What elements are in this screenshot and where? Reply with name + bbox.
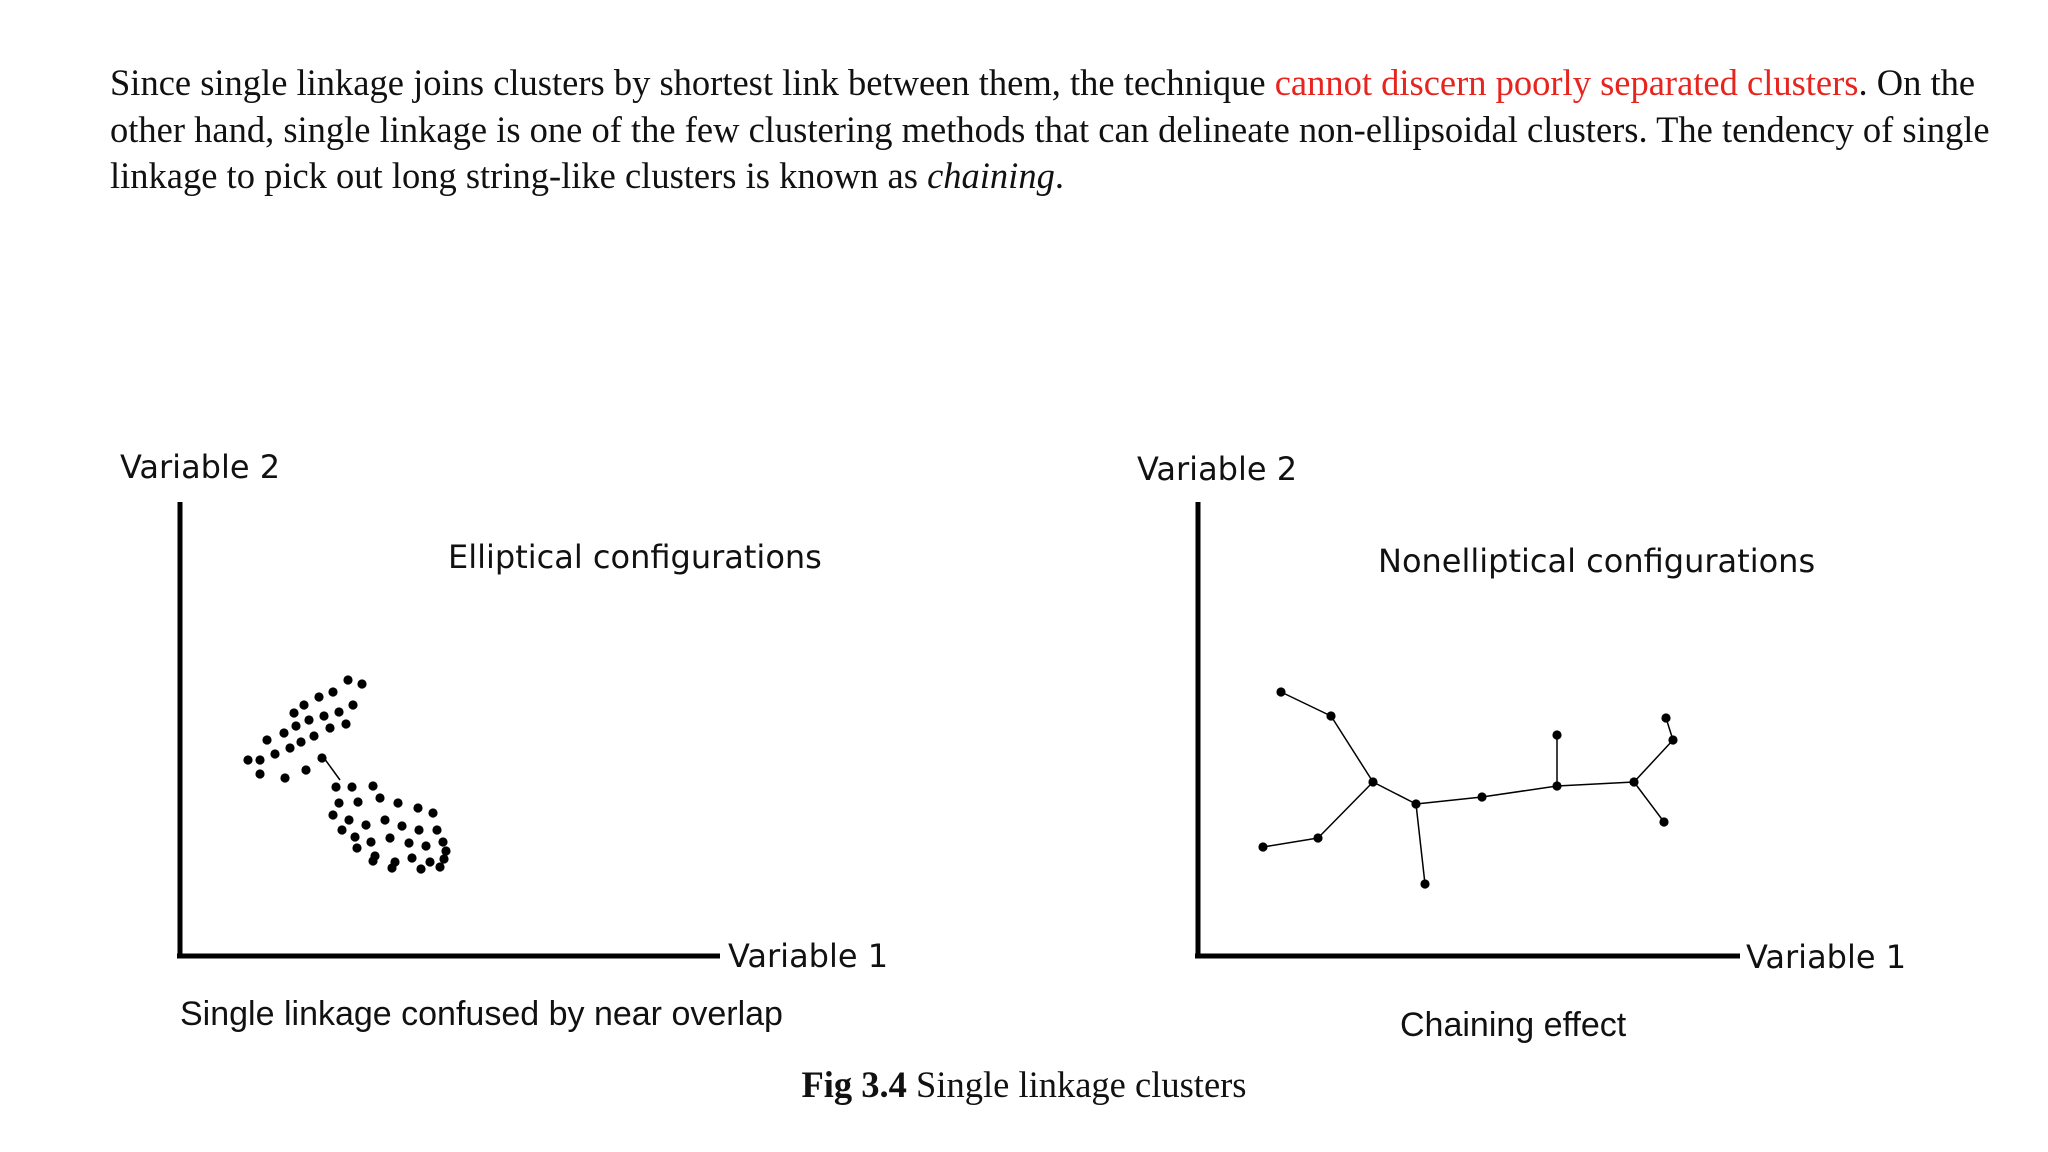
tree-node [1661, 713, 1670, 722]
scatter-point [414, 825, 423, 834]
scatter-point [407, 853, 416, 862]
scatter-point [341, 719, 350, 728]
tree-node [1659, 817, 1668, 826]
scatter-point [296, 737, 305, 746]
scatter-point [393, 798, 402, 807]
scatter-point [421, 841, 430, 850]
left-panel [120, 448, 888, 1033]
scatter-point [435, 862, 444, 871]
scatter-point [347, 782, 356, 791]
scatter-point [404, 838, 413, 847]
scatter-point [255, 755, 264, 764]
scatter-point [243, 755, 252, 764]
tree-edge [1331, 716, 1373, 782]
scatter-point [425, 857, 434, 866]
right-panel [1137, 450, 1906, 1044]
scatter-point [348, 700, 357, 709]
scatter-point [368, 856, 377, 865]
left-panel-caption: Single linkage confused by near overlap [180, 995, 783, 1033]
scatter-point [368, 781, 377, 790]
paragraph-italic-term: chaining [927, 155, 1055, 196]
scatter-point [343, 675, 352, 684]
right-x-axis-label: Variable 1 [1746, 938, 1907, 976]
left-x-axis-label: Variable 1 [728, 937, 889, 975]
scatter-point [432, 825, 441, 834]
left-panel-title: Elliptical configurations [448, 538, 822, 576]
tree-edge [1373, 782, 1416, 804]
scatter-point [289, 708, 298, 717]
scatter-point [262, 735, 271, 744]
tree-edge [1416, 797, 1482, 804]
paragraph-text-1: Since single linkage joins clusters by shortest link between them, the technique [110, 62, 1275, 103]
figure-caption [0, 1063, 2048, 1106]
tree-edge [1482, 786, 1557, 797]
scatter-point [428, 808, 437, 817]
right-panel-caption: Chaining effect [1400, 1006, 1627, 1044]
scatter-point [439, 854, 448, 863]
scatter-point [334, 707, 343, 716]
scatter-point [301, 765, 310, 774]
scatter-point [353, 797, 362, 806]
scatter-point [344, 815, 353, 824]
right-tree-nodes [1258, 687, 1677, 888]
tree-edge [1634, 740, 1673, 782]
tree-node [1276, 687, 1285, 696]
scatter-point [317, 753, 326, 762]
scatter-point [291, 721, 300, 730]
scatter-point [441, 846, 450, 855]
tree-node [1411, 799, 1420, 808]
paragraph-text-3: . [1054, 155, 1064, 196]
scatter-point [304, 715, 313, 724]
tree-edge [1557, 782, 1634, 786]
scatter-point [397, 821, 406, 830]
scatter-point [357, 679, 366, 688]
scatter-point [325, 723, 334, 732]
scatter-point [385, 833, 394, 842]
left-y-axis-label: Variable 2 [120, 448, 281, 486]
tree-edge [1416, 804, 1425, 884]
tree-node [1668, 735, 1677, 744]
tree-node [1368, 777, 1377, 786]
tree-node [1629, 777, 1638, 786]
figure-caption-text: Single linkage clusters [906, 1064, 1247, 1105]
tree-edge [1318, 782, 1373, 838]
scatter-point [337, 825, 346, 834]
scatter-point [375, 793, 384, 802]
scatter-point [285, 743, 294, 752]
tree-edge [1634, 782, 1664, 822]
scatter-point [380, 815, 389, 824]
scatter-point [331, 782, 340, 791]
tree-edge [1281, 692, 1331, 716]
figure-number: Fig 3.4 [801, 1064, 907, 1105]
scatter-point [270, 749, 279, 758]
tree-node [1258, 842, 1267, 851]
paragraph-highlight: cannot discern poorly separated clusters [1274, 62, 1859, 103]
tree-node [1552, 730, 1561, 739]
scatter-point [387, 863, 396, 872]
scatter-point [319, 711, 328, 720]
left-scatter-points [243, 675, 450, 873]
tree-node [1326, 711, 1335, 720]
tree-node [1420, 879, 1429, 888]
scatter-point [350, 832, 359, 841]
scatter-point [299, 700, 308, 709]
scatter-point [279, 728, 288, 737]
right-tree-edges [1263, 692, 1673, 884]
scatter-point [352, 843, 361, 852]
scatter-point [438, 837, 447, 846]
tree-node [1477, 792, 1486, 801]
tree-edge [1263, 838, 1318, 847]
scatter-point [255, 769, 264, 778]
scatter-point [314, 692, 323, 701]
scatter-point [309, 731, 318, 740]
scatter-point [361, 820, 370, 829]
tree-node [1552, 781, 1561, 790]
scatter-point [328, 810, 337, 819]
scatter-point [413, 803, 422, 812]
right-panel-title: Nonelliptical configurations [1378, 542, 1816, 580]
left-linkage-edge [324, 758, 340, 780]
scatter-point [366, 837, 375, 846]
scatter-point [328, 687, 337, 696]
paragraph-text-2: . On the other hand, single linkage is one of the few clustering methods that can delineate non-ellipsoidal clusters. The tendency of single linkage to pick out long string-like clusters is known as [110, 62, 1990, 196]
scatter-point [416, 864, 425, 873]
scatter-point [280, 773, 289, 782]
tree-node [1313, 833, 1322, 842]
right-y-axis-label: Variable 2 [1137, 450, 1298, 488]
scatter-point [334, 798, 343, 807]
